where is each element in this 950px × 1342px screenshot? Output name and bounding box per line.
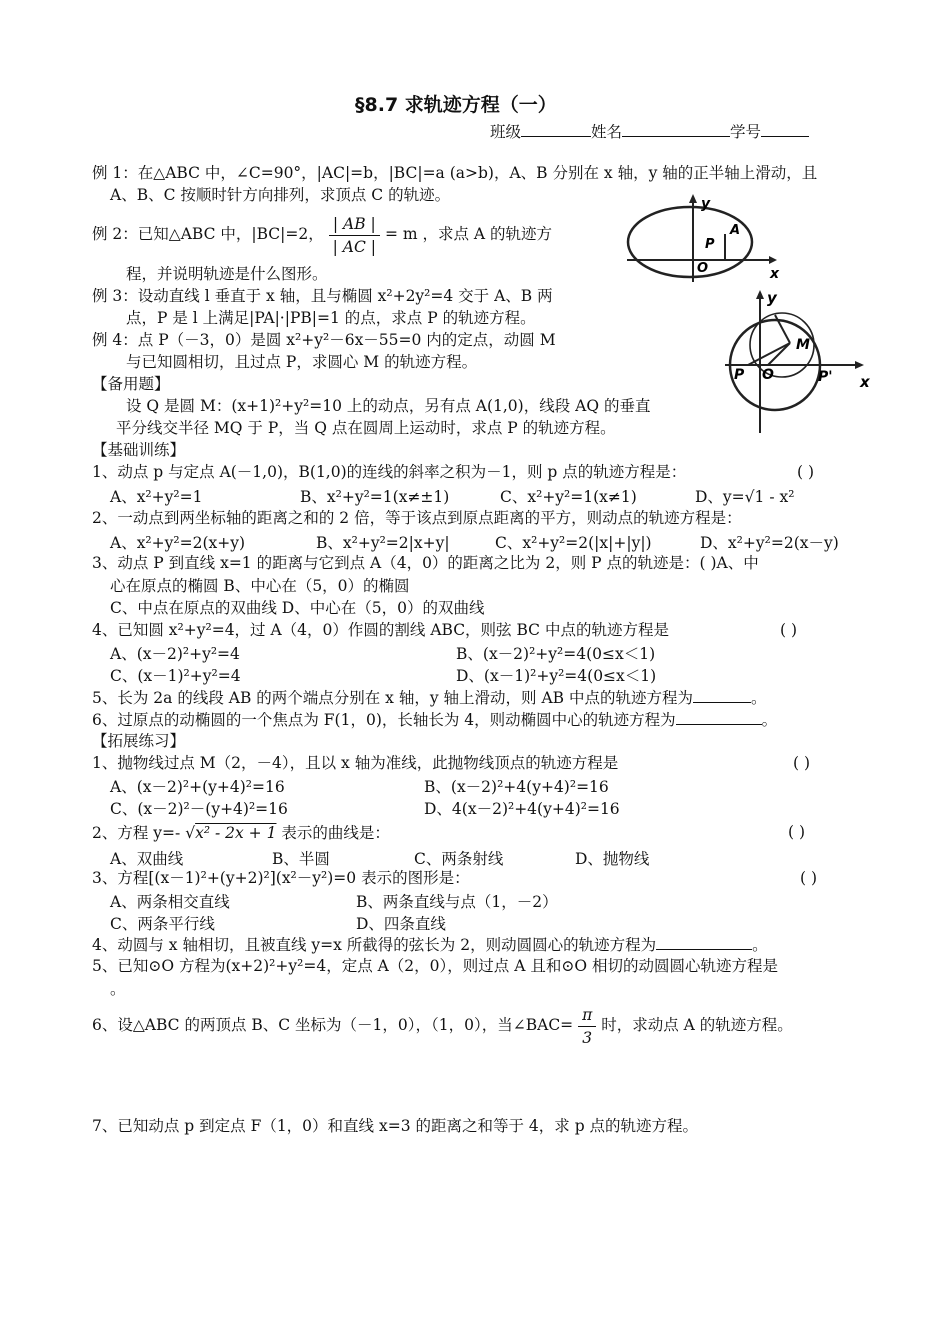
radical-sign: √: [185, 824, 196, 842]
example-3-line-2: 点，P 是 l 上满足|PA|·|PB|=1 的点，求点 P 的轨迹方程。: [126, 309, 536, 327]
extend-q2-prefix: 2、方程 y=-: [92, 824, 181, 842]
basic-q2-option-b[interactable]: B、x²+y²=2|x+y|: [316, 534, 450, 552]
extend-q3-answer-paren[interactable]: ( ): [800, 869, 818, 887]
extend-q1: 1、抛物线过点 M（2，－4），且以 x 轴为准线，此抛物线顶点的轨迹方程是: [92, 754, 619, 772]
extend-q1-option-d[interactable]: D、4(x－2)²+4(y+4)²=16: [424, 800, 620, 818]
extend-q3-option-d[interactable]: D、四条直线: [356, 915, 446, 933]
extend-q2-suffix: 表示的曲线是：: [281, 824, 390, 842]
basic-q1-option-b[interactable]: B、x²+y²=1(x≠±1): [300, 488, 450, 506]
ratio-fraction: [329, 213, 380, 258]
x-axis-arrow: [769, 256, 777, 264]
backup-line-1: 设 Q 是圆 M：(x+1)²+y²=10 上的动点，另有点 A(1,0)，线段 AQ 的垂直: [126, 397, 651, 415]
example-1-line-2: A、B、C 按顺时针方向排列，求顶点 C 的轨迹。: [110, 186, 451, 204]
example-4-line-2: 与已知圆相切，且过点 P，求圆心 M 的轨迹方程。: [126, 353, 478, 371]
fig2-label-p: P: [734, 367, 745, 383]
basic-q1-option-c[interactable]: C、x²+y²=1(x≠1): [500, 488, 637, 506]
ellipse-curve: [628, 207, 752, 277]
class-label: 班级: [490, 123, 522, 141]
example-2-line-2: 程，并说明轨迹是什么图形。: [126, 265, 328, 283]
extend-q3-option-a[interactable]: A、两条相交直线: [110, 893, 230, 911]
basic-q6: 6、过原点的动椭圆的一个焦点为 F(1，0)，长轴长为 4，则动椭圆中心的轨迹方程为 。: [92, 711, 778, 729]
fig2-label-o: O: [762, 367, 774, 383]
backup-heading: 【备用题】: [92, 375, 170, 393]
name-blank[interactable]: [622, 121, 730, 137]
extend-q1-answer-paren[interactable]: ( ): [793, 754, 811, 772]
fig2-label-m: M: [796, 337, 810, 353]
y-axis-arrow: [756, 290, 764, 299]
example-1-line-1: 例 1：在△ABC 中，∠C=90°，|AC|=b，|BC|=a (a>b)，A、B 分别在 x 轴，y 轴的正半轴上滑动，且: [92, 164, 818, 182]
basic-q6-text: 6、过原点的动椭圆的一个焦点为 F(1，0)，长轴长为 4，则动椭圆中心的轨迹方程为: [92, 711, 676, 729]
extend-q6-suffix: 时，求动点 A 的轨迹方程。: [601, 1016, 793, 1034]
extend-q6: [92, 1003, 793, 1049]
fig2-label-y: y: [767, 289, 777, 307]
basic-q4-answer-paren[interactable]: ( ): [780, 621, 798, 639]
fraction-numerator: | AB |: [329, 213, 380, 236]
example-2-suffix: = m ，求点 A 的轨迹方: [384, 225, 553, 243]
extend-q2-answer-paren[interactable]: ( ): [788, 823, 806, 841]
segment-pm: [748, 343, 790, 365]
extend-q4-blank[interactable]: [656, 934, 752, 950]
basic-q5: 5、长为 2a 的线段 AB 的两个端点分别在 x 轴，y 轴上滑动，则 AB 中点的轨迹方程为 。: [92, 689, 767, 707]
extend-q2-option-b[interactable]: B、半圆: [272, 850, 330, 868]
basic-q1-option-a[interactable]: A、x²+y²=1: [110, 488, 203, 506]
example-2-line-1: [92, 212, 552, 258]
basic-heading: 【基础训练】: [92, 441, 186, 459]
basic-q3-line-3: C、中点在原点的双曲线 D、中心在（5，0）的双曲线: [110, 599, 485, 617]
extend-q2-option-a[interactable]: A、双曲线: [110, 850, 184, 868]
extend-q5-line-1: 5、已知⊙O 方程为(x+2)²+y²=4，定点 A（2，0），则过点 A 且和⊙O 相切的动圆圆心轨迹方程是: [92, 957, 778, 975]
extend-q2-option-c[interactable]: C、两条射线: [414, 850, 504, 868]
fig1-label-x: x: [770, 266, 780, 282]
basic-q4-option-d[interactable]: D、(x－1)²+y²=4(0≤x＜1): [456, 667, 657, 685]
x-axis-arrow: [855, 361, 864, 369]
basic-q1: 1、动点 p 与定点 A(－1,0)，B(1,0)的连线的斜率之积为－1，则 p 点的轨迹方程是：: [92, 463, 687, 481]
extend-q5-line-2: 。: [110, 980, 126, 998]
extend-q3-option-c[interactable]: C、两条平行线: [110, 915, 215, 933]
y-axis-arrow: [689, 194, 697, 203]
basic-q4: 4、已知圆 x²+y²=4，过 A（4，0）作圆的割线 ABC，则弦 BC 中点的轨迹方程是: [92, 621, 669, 639]
extend-q7: 7、已知动点 p 到定点 F（1，0）和直线 x=3 的距离之和等于 4，求 p 点的轨迹方程。: [92, 1117, 699, 1135]
backup-line-2: 平分线交半径 MQ 于 P，当 Q 点在圆周上运动时，求点 P 的轨迹方程。: [116, 419, 616, 437]
class-blank[interactable]: [521, 121, 591, 137]
basic-q2-option-d[interactable]: D、x²+y²=2(x－y): [700, 534, 839, 552]
basic-q6-blank[interactable]: [676, 709, 762, 725]
segment-top: [775, 315, 790, 343]
basic-q2-option-c[interactable]: C、x²+y²=2(|x|+|y|): [495, 534, 652, 552]
fig1-label-o: O: [697, 261, 709, 276]
radicand: x² - 2x + 1: [195, 824, 277, 842]
angle-numerator: π: [578, 1004, 596, 1027]
angle-fraction: [578, 1004, 596, 1049]
basic-q4-option-b[interactable]: B、(x－2)²+y²=4(0≤x＜1): [456, 645, 656, 663]
circle-figure: [720, 285, 880, 435]
segment-mo: [768, 343, 790, 365]
id-blank[interactable]: [761, 121, 809, 137]
ellipse-figure: [615, 190, 790, 285]
extend-q1-option-c[interactable]: C、(x－2)²－(y+4)²=16: [110, 800, 288, 818]
basic-q2: 2、一动点到两坐标轴的距离之和的 2 倍，等于该点到原点距离的平方，则动点的轨迹方程是：: [92, 509, 742, 527]
fig1-label-y: y: [701, 196, 711, 212]
extend-q4-text: 4、动圆与 x 轴相切，且被直线 y=x 所截得的弦长为 2，则动圆圆心的轨迹方程为: [92, 936, 657, 954]
id-label: 学号: [730, 123, 762, 141]
fig2-label-x: x: [860, 373, 870, 391]
basic-q2-option-a[interactable]: A、x²+y²=2(x+y): [110, 534, 246, 552]
angle-denominator: 3: [582, 1028, 593, 1047]
basic-q1-option-d[interactable]: D、y=√1 - x²: [695, 488, 795, 506]
name-label: 姓名: [591, 123, 623, 141]
example-4-line-1: 例 4：点 P（－3，0）是圆 x²+y²－6x－55=0 内的定点，动圆 M: [92, 331, 556, 349]
extend-q3: 3、方程[(x－1)²+(y+2)²](x²－y²)=0 表示的图形是：: [92, 869, 470, 887]
basic-q1-answer-paren[interactable]: ( ): [797, 463, 815, 481]
extend-q3-option-b[interactable]: B、两条直线与点（1，－2）: [356, 893, 558, 911]
basic-q5-text: 5、长为 2a 的线段 AB 的两个端点分别在 x 轴，y 轴上滑动，则 AB 中点的轨迹方程为: [92, 689, 693, 707]
fig1-label-p: P: [705, 237, 715, 252]
extend-q1-option-a[interactable]: A、(x－2)²+(y+4)²=16: [110, 778, 285, 796]
fraction-denominator: | AC |: [332, 237, 376, 256]
basic-q4-option-a[interactable]: A、(x－2)²+y²=4: [110, 645, 240, 663]
extend-q2: [92, 820, 390, 846]
extend-q2-option-d[interactable]: D、抛物线: [575, 850, 650, 868]
example-2-prefix: 例 2：已知△ABC 中，|BC|=2，: [92, 225, 324, 243]
page-title: §8.7 求轨迹方程（一）: [355, 94, 557, 116]
extend-q6-prefix: 6、设△ABC 的两顶点 B、C 坐标为（－1，0），（1，0），当∠BAC=: [92, 1016, 574, 1034]
extend-q4: 4、动圆与 x 轴相切，且被直线 y=x 所截得的弦长为 2，则动圆圆心的轨迹方程为 。: [92, 936, 768, 954]
fig2-label-p-prime: P': [818, 369, 833, 385]
example-3-line-1: 例 3：设动直线 l 垂直于 x 轴，且与椭圆 x²+2y²=4 交于 A、B 两: [92, 287, 553, 305]
basic-q5-blank[interactable]: [693, 687, 751, 703]
basic-q4-option-c[interactable]: C、(x－1)²+y²=4: [110, 667, 241, 685]
extend-q1-option-b[interactable]: B、(x－2)²+4(y+4)²=16: [424, 778, 609, 796]
basic-q3-line-2: 心在原点的椭圆 B、中心在（5，0）的椭圆: [110, 577, 410, 595]
extend-heading: 【拓展练习】: [92, 732, 186, 750]
student-info: [490, 121, 809, 142]
basic-q3-line-1: 3、动点 P 到直线 x=1 的距离与它到点 A（4，0）的距离之比为 2，则 P 点的轨迹是：( )A、中: [92, 554, 759, 572]
fig1-label-a: A: [730, 223, 741, 238]
